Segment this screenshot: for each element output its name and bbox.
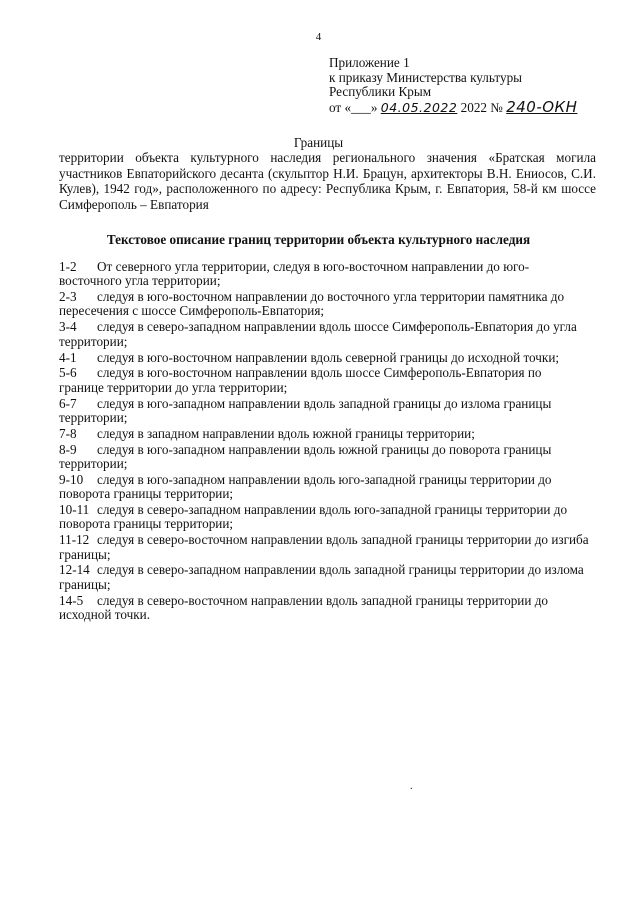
date-suffix: 2022 № [460, 99, 503, 115]
segment-description: следуя в северо-восточном направлении вдоль западной границы территории до исходной точки. [59, 592, 549, 622]
segment-number: 2-3 [59, 289, 77, 305]
handwritten-date: 04.05.2022 [380, 99, 458, 115]
handwritten-order-number: 240-ОКН [506, 97, 578, 116]
boundary-segment [59, 533, 589, 562]
segment-number: 12-14 [59, 562, 90, 578]
segment-description: следуя в юго-западном направлении вдоль западной границы до излома границы территории; [59, 395, 552, 425]
document-subject: территории объекта культурного наследия регионального значения «Братская могила участников Евпаторийского десанта (скульптор Н.И. Брацун, архитекторы В.Н. Ениосов, С.И. Кулев), 1942 год», расположенного по адресу: Республика Крым, г. Евпатория, 58-й км шоссе Симферополь – Евпатория [59, 150, 596, 212]
segment-number: 3-4 [59, 319, 77, 335]
segment-number: 11-12 [59, 532, 90, 548]
segment-description: следуя в западном направлении вдоль южной границы территории; [97, 425, 475, 441]
segment-description: следуя в юго-восточном направлении до восточного угла территории памятника до пересечения с шоссе Симферополь-Евпатория; [59, 289, 565, 319]
boundary-segment [59, 443, 589, 472]
boundary-segment [59, 320, 589, 349]
segment-number: 4-1 [59, 349, 77, 365]
appendix-region-line: Республики Крым [329, 84, 432, 99]
boundary-segment [59, 473, 589, 502]
segment-description: следуя в северо-западном направлении вдоль юго-западной границы территории до поворота границы территории; [59, 502, 568, 532]
page-number: 4 [315, 31, 322, 43]
boundary-segment [59, 427, 589, 441]
appendix-date-line [329, 97, 578, 116]
segment-number: 6-7 [59, 395, 77, 411]
segment-number: 8-9 [59, 441, 77, 457]
segment-description: следуя в юго-западном направлении вдоль южной границы до поворота границы территории; [59, 441, 552, 472]
segment-number: 10-11 [59, 502, 90, 518]
document-title: Границы [293, 135, 344, 150]
boundary-segment [59, 260, 589, 289]
segment-number: 7-8 [59, 425, 77, 441]
segment-description: следуя в юго-восточном направлении вдоль шоссе Симферополь-Евпатория по границе территории до угла территории; [59, 365, 542, 395]
boundary-segment [59, 290, 589, 319]
segment-description: следуя в северо-западном направлении вдоль шоссе Симферополь-Евпатория до угла территории; [59, 319, 577, 349]
section-heading: Текстовое описание границ территории объекта культурного наследия [106, 232, 531, 247]
date-blank: ___ [351, 99, 371, 115]
appendix-order-line: к приказу Министерства культуры [329, 69, 523, 85]
segment-description: следуя в юго-восточном направлении вдоль северной границы до исходной точки; [97, 349, 560, 365]
segment-description: следуя в юго-западном направлении вдоль юго-западной границы территории до поворота границы территории; [59, 471, 552, 502]
boundary-segment [59, 351, 589, 365]
segment-number: 5-6 [59, 365, 77, 381]
boundary-segments-list [59, 260, 589, 624]
boundary-segment [59, 503, 589, 532]
segment-description: следуя в северо-западном направлении вдоль западной границы территории до излома границы; [59, 562, 584, 592]
segment-number: 14-5 [59, 592, 84, 608]
appendix-header [329, 56, 577, 115]
segment-description: От северного угла территории, следуя в юго-восточном направлении до юго-восточного угла территории; [59, 259, 530, 289]
appendix-title: Приложение 1 [329, 55, 410, 70]
boundary-segment [59, 366, 589, 395]
date-prefix: от « [329, 99, 352, 115]
boundary-segment [59, 397, 589, 426]
boundary-segment [59, 563, 589, 592]
segment-description: следуя в северо-восточном направлении вдоль западной границы территории до изгиба границы; [59, 532, 589, 562]
stray-mark: . [410, 781, 413, 792]
segment-number: 1-2 [59, 259, 77, 274]
boundary-segment [59, 594, 589, 623]
date-quote: » [370, 99, 378, 115]
segment-number: 9-10 [59, 471, 84, 487]
